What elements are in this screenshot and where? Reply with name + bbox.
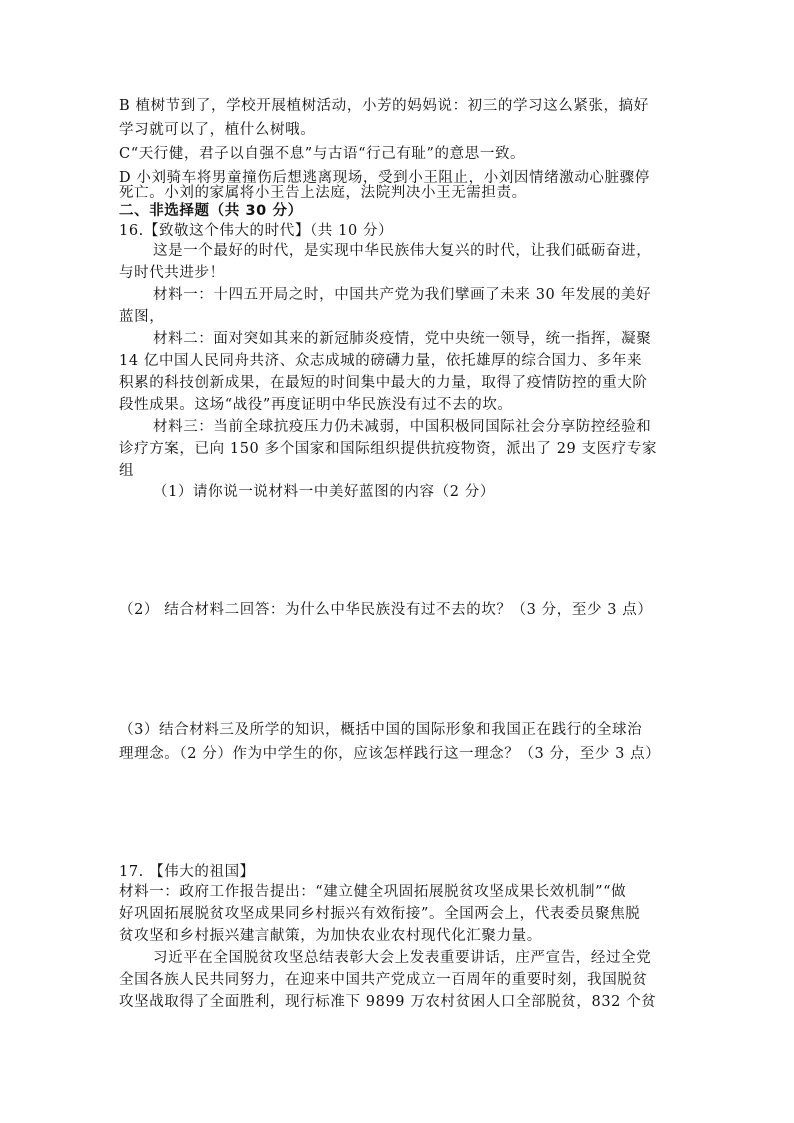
q17-material1-line-2: 好巩固拓展脱贫攻坚成果同乡村振兴有效衔接”。全国两会上，代表委员聚焦脱 (119, 906, 641, 922)
option-d-line-1: D 小刘骑车将男童撞伤后想逃离现场，受到小王阻止，小刘因情绪激动心脏骤停 (119, 170, 650, 186)
q16-material3-line-1: 材料三：当前全球抗疫压力仍未减弱，中国积极同国际社会分享防控经验和 (153, 419, 652, 435)
option-b-line-2: 学习就可以了，植什么树哦。 (119, 122, 316, 138)
q16-sub2-prompt: （2） 结合材料二回答：为什么中华民族没有过不去的坎？（3 分，至少 3 点） (119, 602, 653, 618)
option-c-line-1: C“天行健，君子以自强不息”与古语“行己有耻”的意思一致。 (119, 146, 526, 162)
q16-sub1-prompt: （1）请你说一说材料一中美好蓝图的内容（2 分） (153, 484, 495, 500)
q16-sub3-line-2: 理理念。（2 分）作为中学生的你，应该怎样践行这一理念？（3 分，至少 3 点） (119, 746, 661, 762)
q17-material1-line-1: 材料一：政府工作报告提出：“建立健全巩固拓展脱贫攻坚成果长效机制”“做 (119, 884, 627, 900)
q16-title: 16.【致敬这个伟大的时代】（共 10 分） (119, 223, 394, 239)
option-d-line-2: 死亡。小刘的家属将小王告上法庭，法院判决小王无需担责。 (119, 185, 527, 201)
q16-material3-line-3: 组 (119, 463, 135, 479)
q17-para2-line-3: 攻坚战取得了全面胜利，现行标准下 9899 万农村贫困人口全部脱贫，832 个贫 (119, 994, 657, 1010)
q17-para2-line-1: 习近平在全国脱贫攻坚总结表彰大会上发表重要讲话，庄严宣告，经过全党 (153, 950, 652, 966)
section-title: 二、非选择题（共 30 分） (119, 203, 303, 219)
q16-material3-line-2: 诊疗方案，已向 150 多个国家和国际组织提供抗疫物资，派出了 29 支医疗专家 (119, 441, 658, 457)
q16-material1-line-1: 材料一：十四五开局之时，中国共产党为我们擘画了未来 30 年发展的美好 (153, 287, 652, 303)
q16-material2-line-3: 积累的科技创新成果，在最短的时间集中最大的力量，取得了疫情防控的重大阶 (119, 375, 648, 391)
q16-sub3-line-1: （3）结合材料三及所学的知识，概括中国的国际形象和我国正在践行的全球治 (119, 722, 643, 738)
q16-material1-line-2: 蓝图， (119, 309, 165, 325)
q16-intro-line-2: 与时代共进步！ (119, 265, 225, 281)
option-b-line-1: B 植树节到了，学校开展植树活动，小芳的妈妈说：初三的学习这么紧张，搞好 (119, 98, 649, 114)
q17-para2-line-2: 全国各族人民共同努力，在迎来中国共产党成立一百周年的重要时刻，我国脱贫 (119, 972, 648, 988)
q17-title: 17. 【伟大的祖国】 (119, 864, 255, 880)
q16-intro-line-1: 这是一个最好的时代，是实现中华民族伟大复兴的时代，让我们砥砺奋进， (153, 243, 652, 259)
q16-material2-line-1: 材料二：面对突如其来的新冠肺炎疫情，党中央统一领导，统一指挥，凝聚 (153, 331, 652, 347)
q16-material2-line-2: 14 亿中国人民同舟共济、众志成城的磅礴力量，依托雄厚的综合国力、多年来 (119, 353, 643, 369)
q16-material2-line-4: 段性成果。这场“战役”再度证明中华民族没有过不去的坎。 (119, 397, 513, 413)
q17-material1-line-3: 贫攻坚和乡村振兴建言献策，为加快农业农村现代化汇聚力量。 (119, 928, 542, 944)
